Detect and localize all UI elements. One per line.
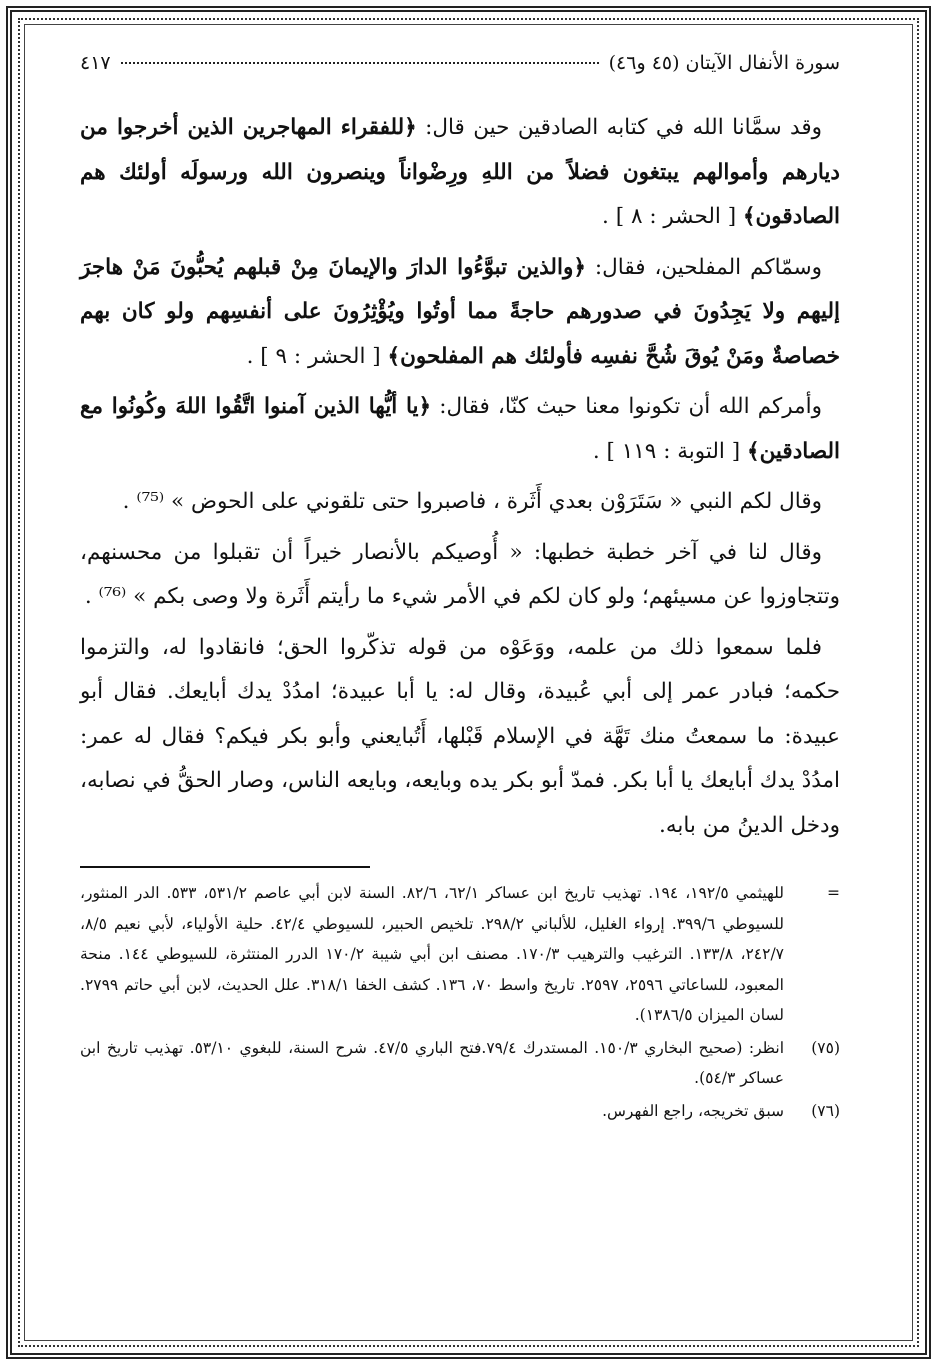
paragraph-text: وقال لكم النبي « سَتَرَوْن بعدي أَثَرة ، فاصبروا حتى تلقوني على الحوض » ⁽⁷⁵⁾ . xyxy=(122,489,822,514)
paragraph xyxy=(80,480,840,525)
paragraph xyxy=(80,531,840,620)
running-header xyxy=(80,52,840,92)
quran-quote: ﴿للفقراء المهاجرين الذين أخرجوا من ديارهم وأموالهم يبتغون فضلاً من اللهِ ورِضْواناً وينصرون الله ورسولَه أولئك هم الصادقون﴾ xyxy=(80,115,840,229)
footnote xyxy=(80,1096,840,1127)
verse-reference: [ الحشر : ٨ ] . xyxy=(602,204,743,229)
footnote-text: انظر: (صحيح البخاري ١٥٠/٣. المستدرك ٧٩/٤.فتح الباري ٤٧/٥. شرح السنة، للبغوي ٥٣/١٠. تهذيب تاريخ ابن عساكر ٥٤/٣). xyxy=(80,1038,784,1087)
footnote xyxy=(80,878,840,1031)
paragraph xyxy=(80,626,840,849)
footnote-text: سبق تخريجه، راجع الفهرس. xyxy=(602,1101,784,1120)
quran-quote: ﴿والذين تبوَّءُوا الدارَ والإيمانَ مِنْ قبلهم يُحبُّونَ مَنْ هاجرَ إليهم ولا يَجِدُونَ في صدورهم حاجةً مما أوتُوا ويُؤْثِرُونَ على أنفسِهم ولو كان بهم خصاصةٌ ومَنْ يُوقَ شُحَّ نفسِه فأولئك هم المفلحون﴾ xyxy=(80,254,840,369)
paragraph-text: وقد سمَّانا الله في كتابه الصادقين حين قال: xyxy=(416,115,822,140)
footnote-separator xyxy=(80,866,370,868)
paragraph xyxy=(80,106,840,240)
book-page xyxy=(80,52,840,1128)
paragraph-text: وسمّاكم المفلحين، فقال: xyxy=(585,254,822,280)
header-dot-leader xyxy=(121,62,599,64)
header-title: سورة الأنفال الآيتان (٤٥ و٤٦) xyxy=(608,52,840,74)
paragraph xyxy=(80,246,840,380)
verse-reference: [ التوبة : ١١٩ ] . xyxy=(592,438,747,464)
footnote-number: (٧٥) xyxy=(811,1038,840,1057)
verse-reference: [ الحشر : ٩ ] . xyxy=(246,343,388,369)
paragraph-text: وقال لنا في آخر خطبة خطبها: « أُوصيكم بالأنصار خيراً أن تقبلوا من محسنهم، وتتجاوزوا عن مسيئهم؛ ولو كان لكم في الأمر شيء ما رأيتم أَثَرة ولا وصى بكم » ⁽⁷⁶⁾ . xyxy=(80,539,840,609)
paragraph-text: وأمركم الله أن تكونوا معنا حيث كنّا، فقال: xyxy=(431,394,822,419)
paragraph-text: فلما سمعوا ذلك من علمه، ووَعَوْه من قوله تذكّروا الحق؛ فانقادوا له، والتزموا حكمه؛ فبادر عمر إلى أبي عُبيدة، وقال له: يا أبا عبيدة؛ امدُدْ يدك أبايعك. فقال أبو عبيدة: ما سمعتُ منك تَهَّة في الإسلام قَبْلها، أَتُبايعني وأبو بكر فيكم؟ فقال له عمر: امدُدْ يدك أبايعك يا أبا بكر. فمدّ أبو بكر يده وبايعه، وبايعه الناس، وصار الحقُّ في نصابه، ودخل الدينُ من بابه. xyxy=(80,634,840,838)
paragraph xyxy=(80,385,840,474)
footnote xyxy=(80,1033,840,1094)
page-number: ٤١٧ xyxy=(80,52,111,74)
footnote-number: (٧٦) xyxy=(811,1101,840,1120)
quran-quote: ﴿يا أيُّها الذين آمنوا اتَّقُوا اللهَ وكُونُوا مع الصادقين﴾ xyxy=(80,394,840,464)
footnote-number: = xyxy=(827,884,840,902)
footnote-text: للهيثمي ١٩٢/٥، ١٩٤. تهذيب تاريخ ابن عساكر ٦٢/١، ٨٢/٦. السنة لابن أبي عاصم ٥٣١/٢، ٥٣٣. الدر المنثور، للسيوطي ٣٩٩/٦. إرواء الغليل، للألباني ٢٩٨/٢. تلخيص الحبير، للسيوطي ٤٢/٤. حلية الأولياء، لأبي نعيم ٨/٥، ٢٤٢/٧، ١٣٣/٨. الترغيب والترهيب ١٧٠/٣. مصنف ابن أبي شيبة ١٧٠/٢ الدرر المنتثرة، للسيوطي ١٤٤. منحة المعبود، للساعاتي ٢٥٩٦، ٢٥٩٧. تاريخ واسط ٧٠، ١٣٦. كشف الخفا ٣١٨/١. علل الحديث، لابن أبي حاتم ٢٧٩٩. لسان الميزان ١٣٨٦/٥). xyxy=(80,884,784,1024)
